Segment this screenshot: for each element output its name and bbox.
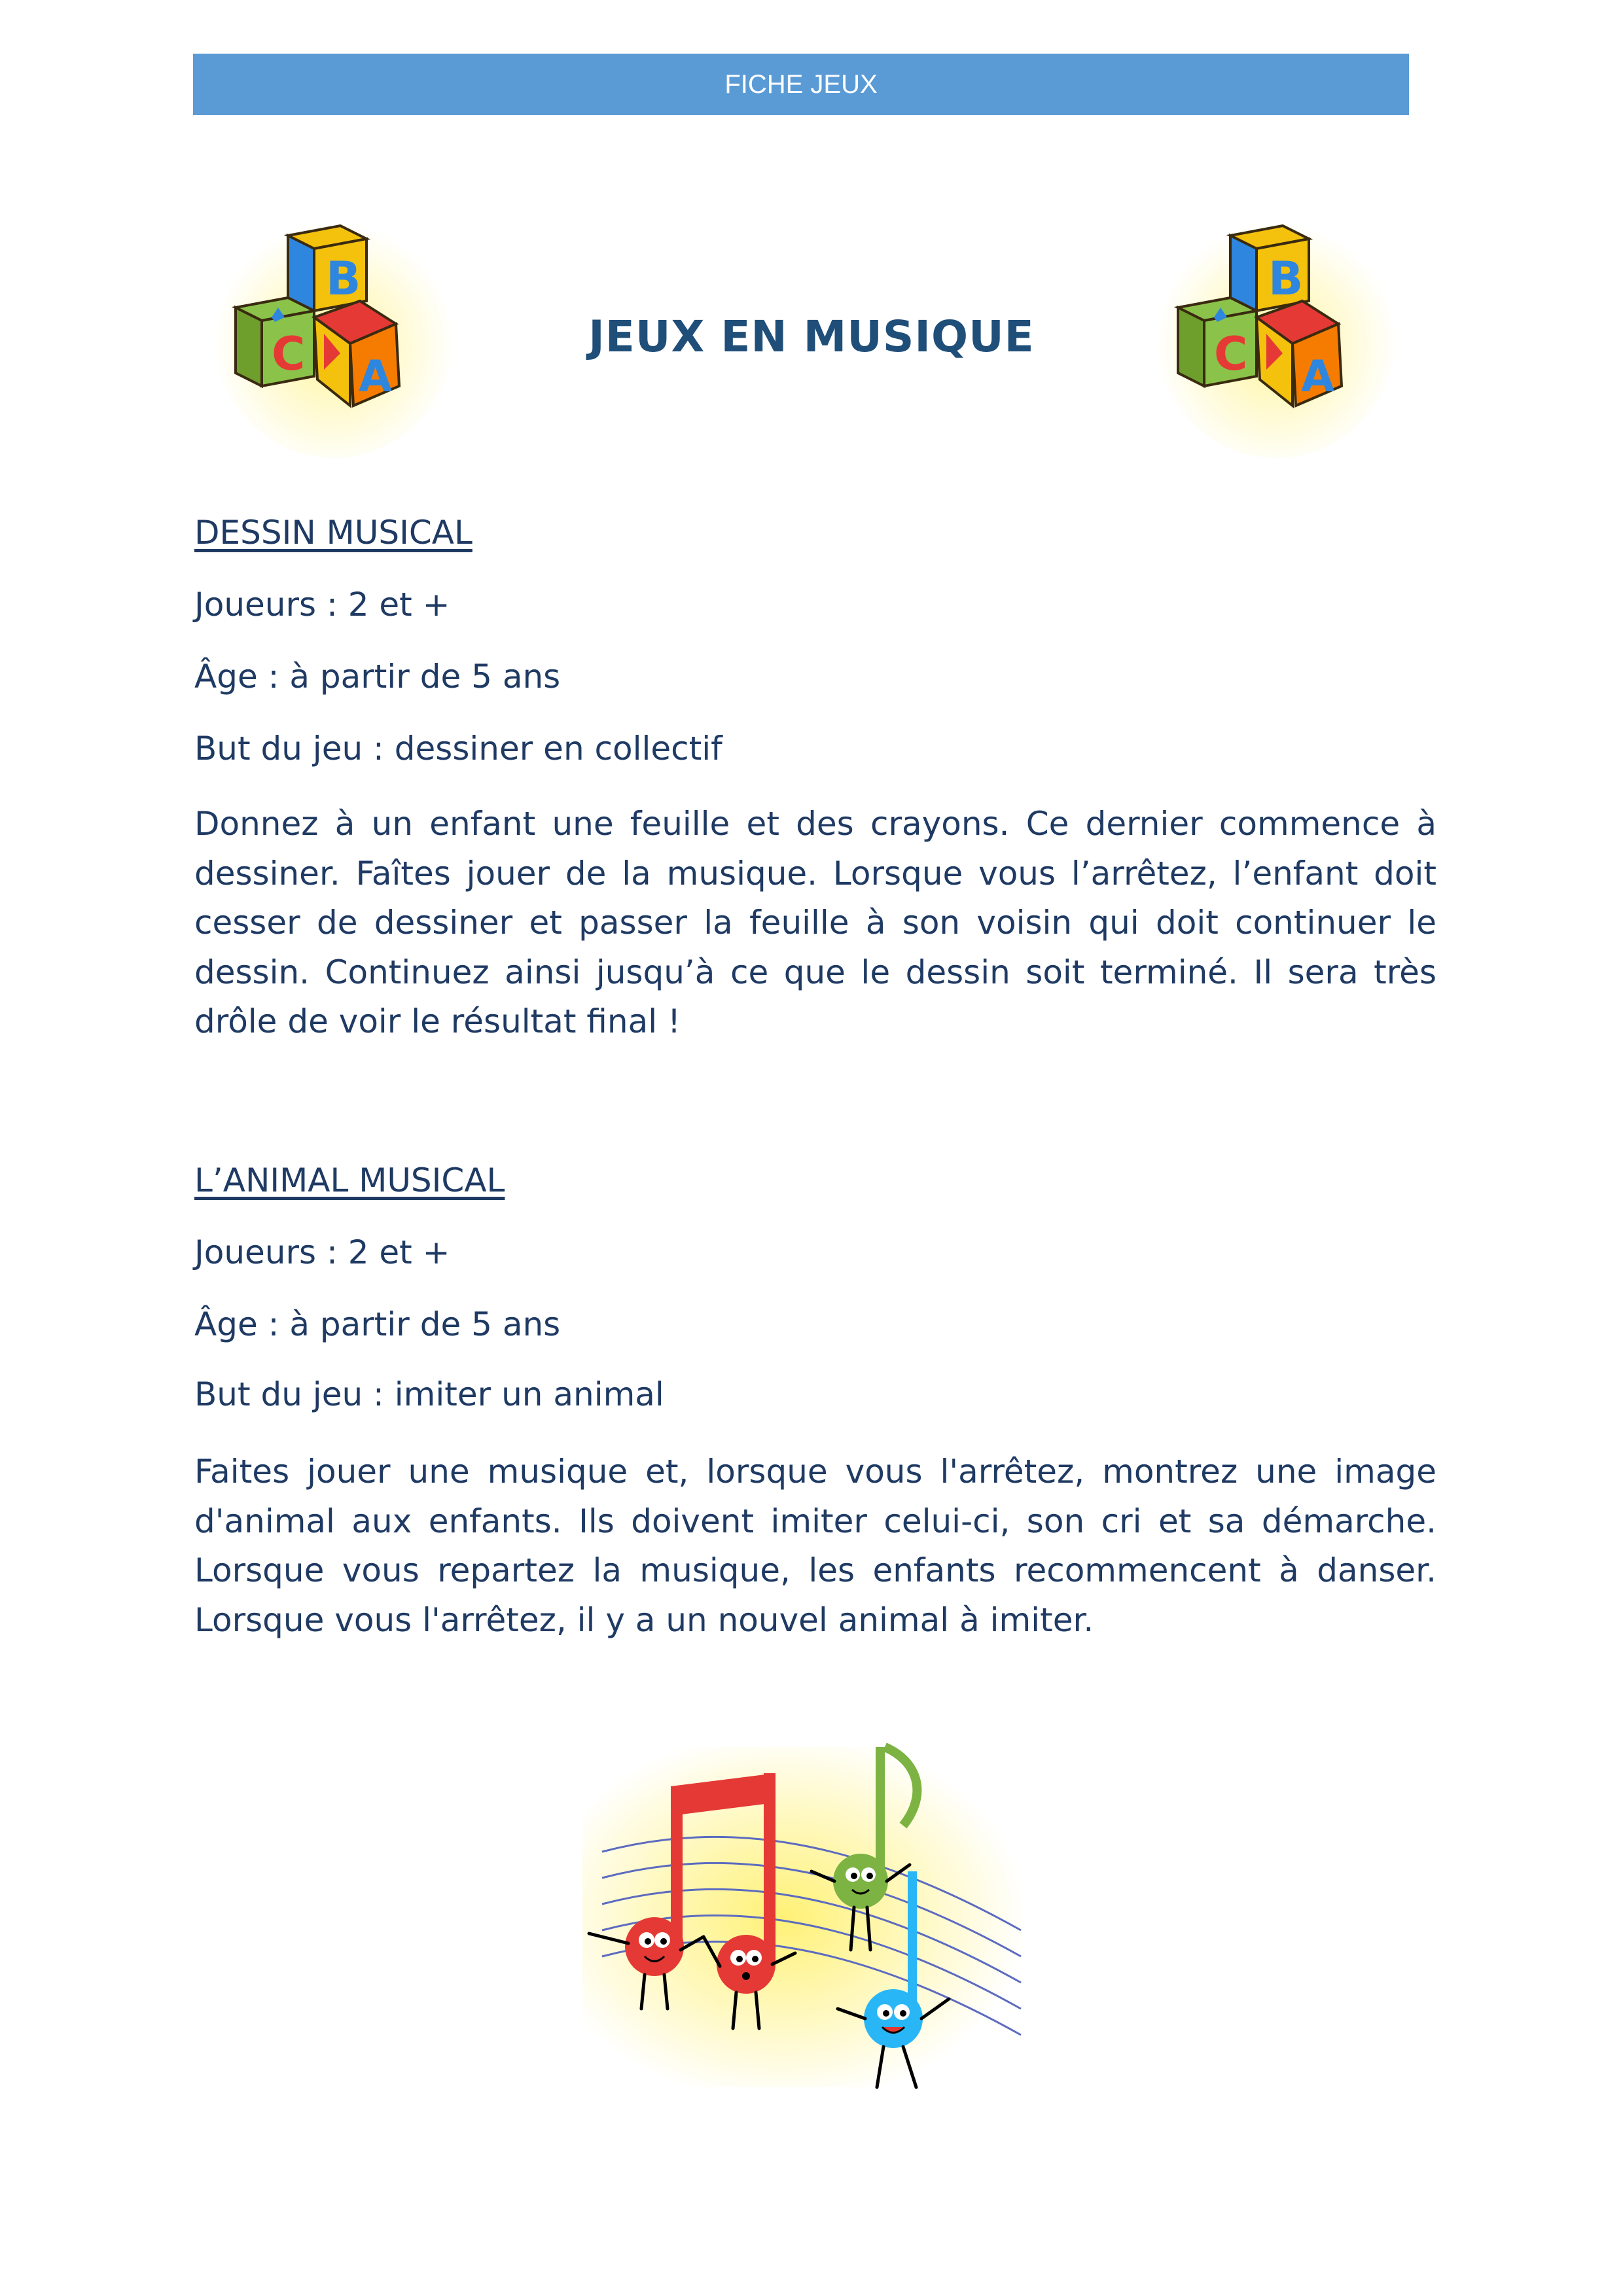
svg-text:A: A <box>1301 351 1335 402</box>
goal-info: But du jeu : dessiner en collectif <box>194 730 722 768</box>
game-description: Donnez à un enfant une feuille et des crayons. Ce dernier commence à dessiner. Faîtes jouer de la musique. Lorsque vous l’arrêtez, l’enfant doit cesser de dessiner et passer la feuille à son voisin qui doit continuer le dessin. Continuez ainsi jusqu’à ce que le dessin soit terminé. Il sera très drôle de voir le résultat final ! <box>194 805 1436 1040</box>
svg-text:B: B <box>1268 252 1304 306</box>
players-info: Joueurs : 2 et + <box>194 1233 450 1271</box>
alphabet-blocks-icon <box>1152 183 1400 458</box>
page-title: JEUX EN MUSIQUE <box>588 311 1035 362</box>
svg-text:C: C <box>1214 327 1248 381</box>
goal-info: But du jeu : imiter un animal <box>194 1375 664 1413</box>
dancing-music-notes-icon <box>563 1721 1047 2107</box>
age-info: Âge : à partir de 5 ans <box>194 658 561 696</box>
header-label: FICHE JEUX <box>724 69 878 99</box>
game-description: Faites jouer une musique et, lorsque vous l'arrêtez, montrez une image d'animal aux enfants. Ils doivent imiter celui-ci, son cri et sa démarche. Lorsque vous repartez la musique, les enfants recommencent à danser. Lorsque vous l'arrêtez, il y a un nouvel animal à imiter. <box>194 1453 1436 1639</box>
players-info: Joueurs : 2 et + <box>194 586 450 624</box>
svg-text:B: B <box>326 252 361 306</box>
age-info: Âge : à partir de 5 ans <box>194 1305 561 1343</box>
svg-text:C: C <box>272 327 306 381</box>
section-title: DESSIN MUSICAL <box>194 514 473 552</box>
section-title: L’ANIMAL MUSICAL <box>194 1161 505 1199</box>
header-bar <box>193 54 1409 115</box>
svg-text:A: A <box>359 351 393 402</box>
